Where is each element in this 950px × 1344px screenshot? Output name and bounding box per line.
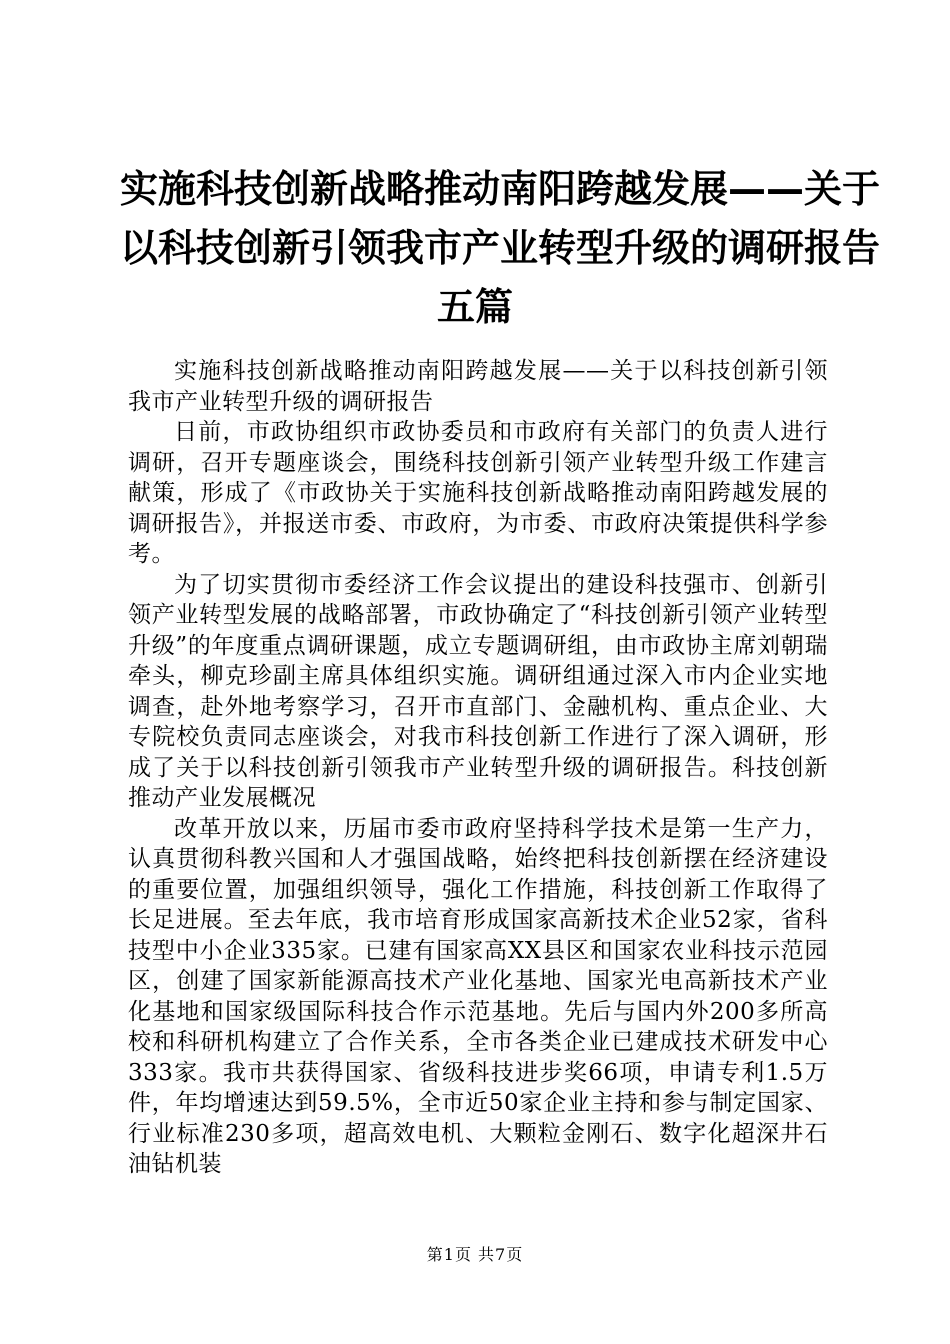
title-line-3: 五篇 <box>436 285 513 329</box>
document-body <box>128 356 828 1180</box>
title-line-1: 实施科技创新战略推动南阳跨越发展——关于 <box>120 167 881 211</box>
paragraph-intro: 日前，市政协组织市政协委员和市政府有关部门的负责人进行调研，召开专题座谈会，围绕科技创新引领产业转型升级工作建言献策，形成了《市政协关于实施科技创新战略推动南阳跨越发展的调研报告》，并报送市委、市政府，为市委、市政府决策提供科学参考。 <box>128 419 828 567</box>
paragraph-subtitle: 实施科技创新战略推动南阳跨越发展——关于以科技创新引领我市产业转型升级的调研报告 <box>128 358 828 415</box>
paragraph-overview: 改革开放以来，历届市委市政府坚持科学技术是第一生产力，认真贯彻科教兴国和人才强国战略，始终把科技创新摆在经济建设的重要位置，加强组织领导，强化工作措施，科技创新工作取得了长足进展。至去年底，我市培育形成国家高新技术企业52家，省科技型中小企业335家。已建有国家高XX县区和国家农业科技示范园区，创建了国家新能源高技术产业化基地、国家光电高新技术产业化基地和国家级国际科技合作示范基地。先后与国内外200多所高校和科研机构建立了合作关系，全市各类企业已建成技术研发中心333家。我市共获得国家、省级科技进步奖66项，申请专利1.5万件，年均增速达到59.5%，全市近50家企业主持和参与制定国家、行业标准230多项，超高效电机、大颗粒金刚石、数字化超深井石油钻机装 <box>128 815 828 1177</box>
paragraph-background: 为了切实贯彻市委经济工作会议提出的建设科技强市、创新引领产业转型发展的战略部署，市政协确定了“科技创新引领产业转型升级”的年度重点调研课题，成立专题调研组，由市政协主席刘朝瑞牵头，柳克珍副主席具体组织实施。调研组通过深入市内企业实地调查，赴外地考察学习，召开市直部门、金融机构、重点企业、大专院校负责同志座谈会，对我市科技创新工作进行了深入调研，形成了关于以科技创新引领我市产业转型升级的调研报告。科技创新推动产业发展概况 <box>128 571 828 811</box>
page-footer: 第1页 共7页 <box>426 1245 524 1264</box>
document-title <box>120 160 881 337</box>
title-line-2: 以科技创新引领我市产业转型升级的调研报告 <box>120 226 881 270</box>
